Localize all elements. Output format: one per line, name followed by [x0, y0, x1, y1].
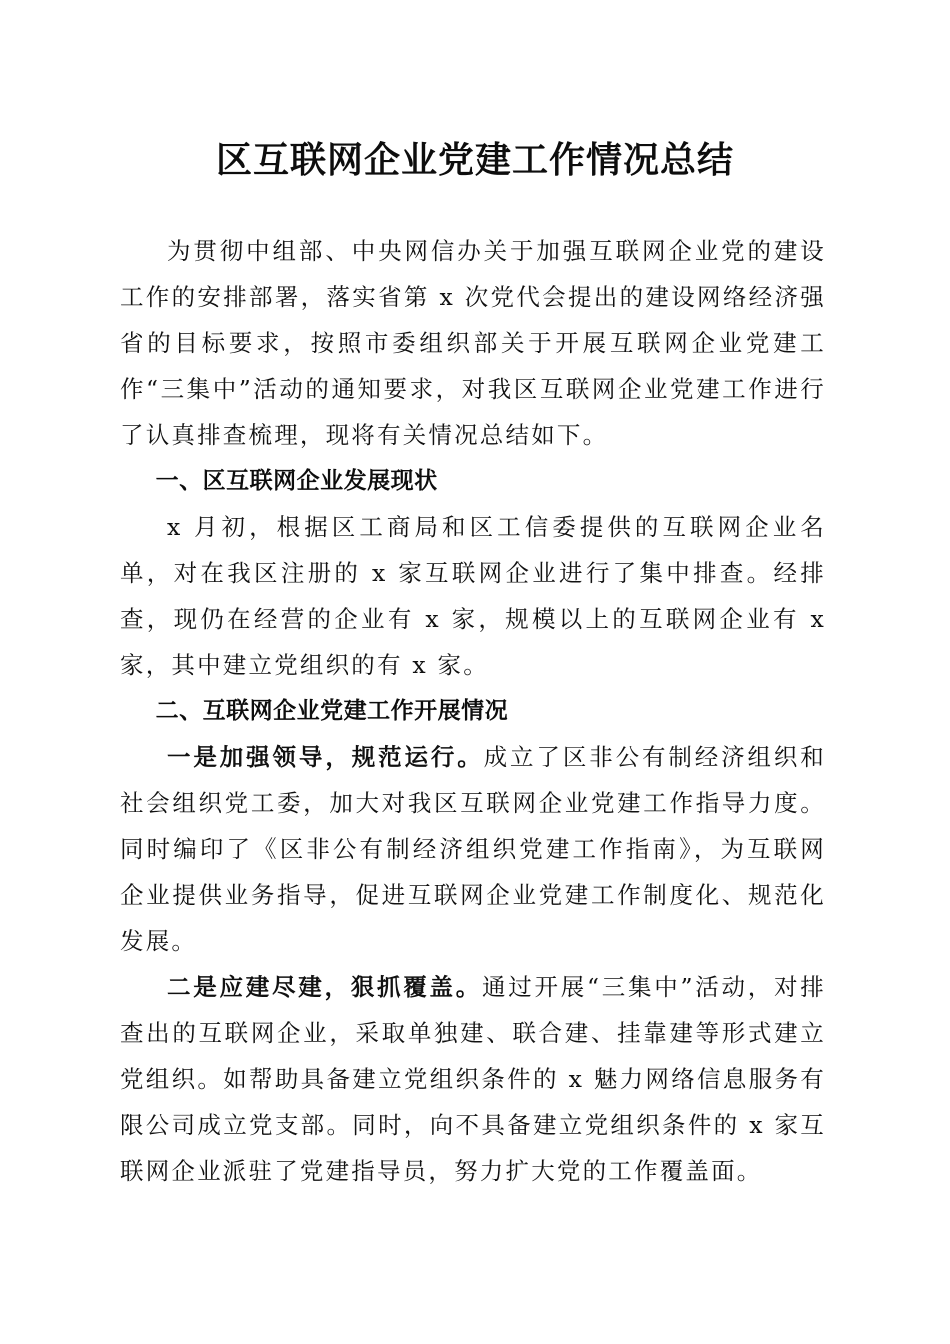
- section-2-heading: 二、互联网企业党建工作开展情况: [155, 698, 509, 724]
- section-1-heading: 一、区互联网企业发展现状: [155, 468, 438, 494]
- item-1-text: 成立了区非公有制经济组织和社会组织党工委，加大对我区互联网企业党建工作指导力度。同时编印了《区非公有制经济组织党建工作指南》，为互联网企业提供业务指导，促进互联网企业党建工作制度化、规范化发展。: [120, 743, 826, 955]
- section-2-item-2: [120, 964, 826, 1194]
- item-2-lead: 二是应建尽建，狠抓覆盖。: [167, 973, 483, 1001]
- document-body: [120, 228, 826, 1194]
- document-title: 区互联网企业党建工作情况总结: [215, 139, 734, 181]
- item-2-text: 通过开展“三集中”活动，对排查出的互联网企业，采取单独建、联合建、挂靠建等形式建立党组织。如帮助具备建立党组织条件的 x 魅力网络信息服务有限公司成立党支部。同时，向不具备建立党组织条件的 x 家互联网企业派驻了党建指导员，努力扩大党的工作覆盖面。: [120, 973, 827, 1185]
- intro-paragraph: 为贯彻中组部、中央网信办关于加强互联网企业党的建设工作的安排部署，落实省第 x 次党代会提出的建设网络经济强省的目标要求，按照市委组织部关于开展互联网企业党建工作“三集中”活动的通知要求，对我区互联网企业党建工作进行了认真排查梳理，现将有关情况总结如下。: [120, 237, 826, 449]
- item-1-lead: 一是加强领导，规范运行。: [167, 743, 484, 771]
- section-1-paragraph: x 月初，根据区工商局和区工信委提供的互联网企业名单，对在我区注册的 x 家互联网企业进行了集中排查。经排查，现仍在经营的企业有 x 家，规模以上的互联网企业有 x 家，其中建立党组织的有 x 家。: [120, 513, 826, 679]
- section-2-item-1: [120, 734, 826, 964]
